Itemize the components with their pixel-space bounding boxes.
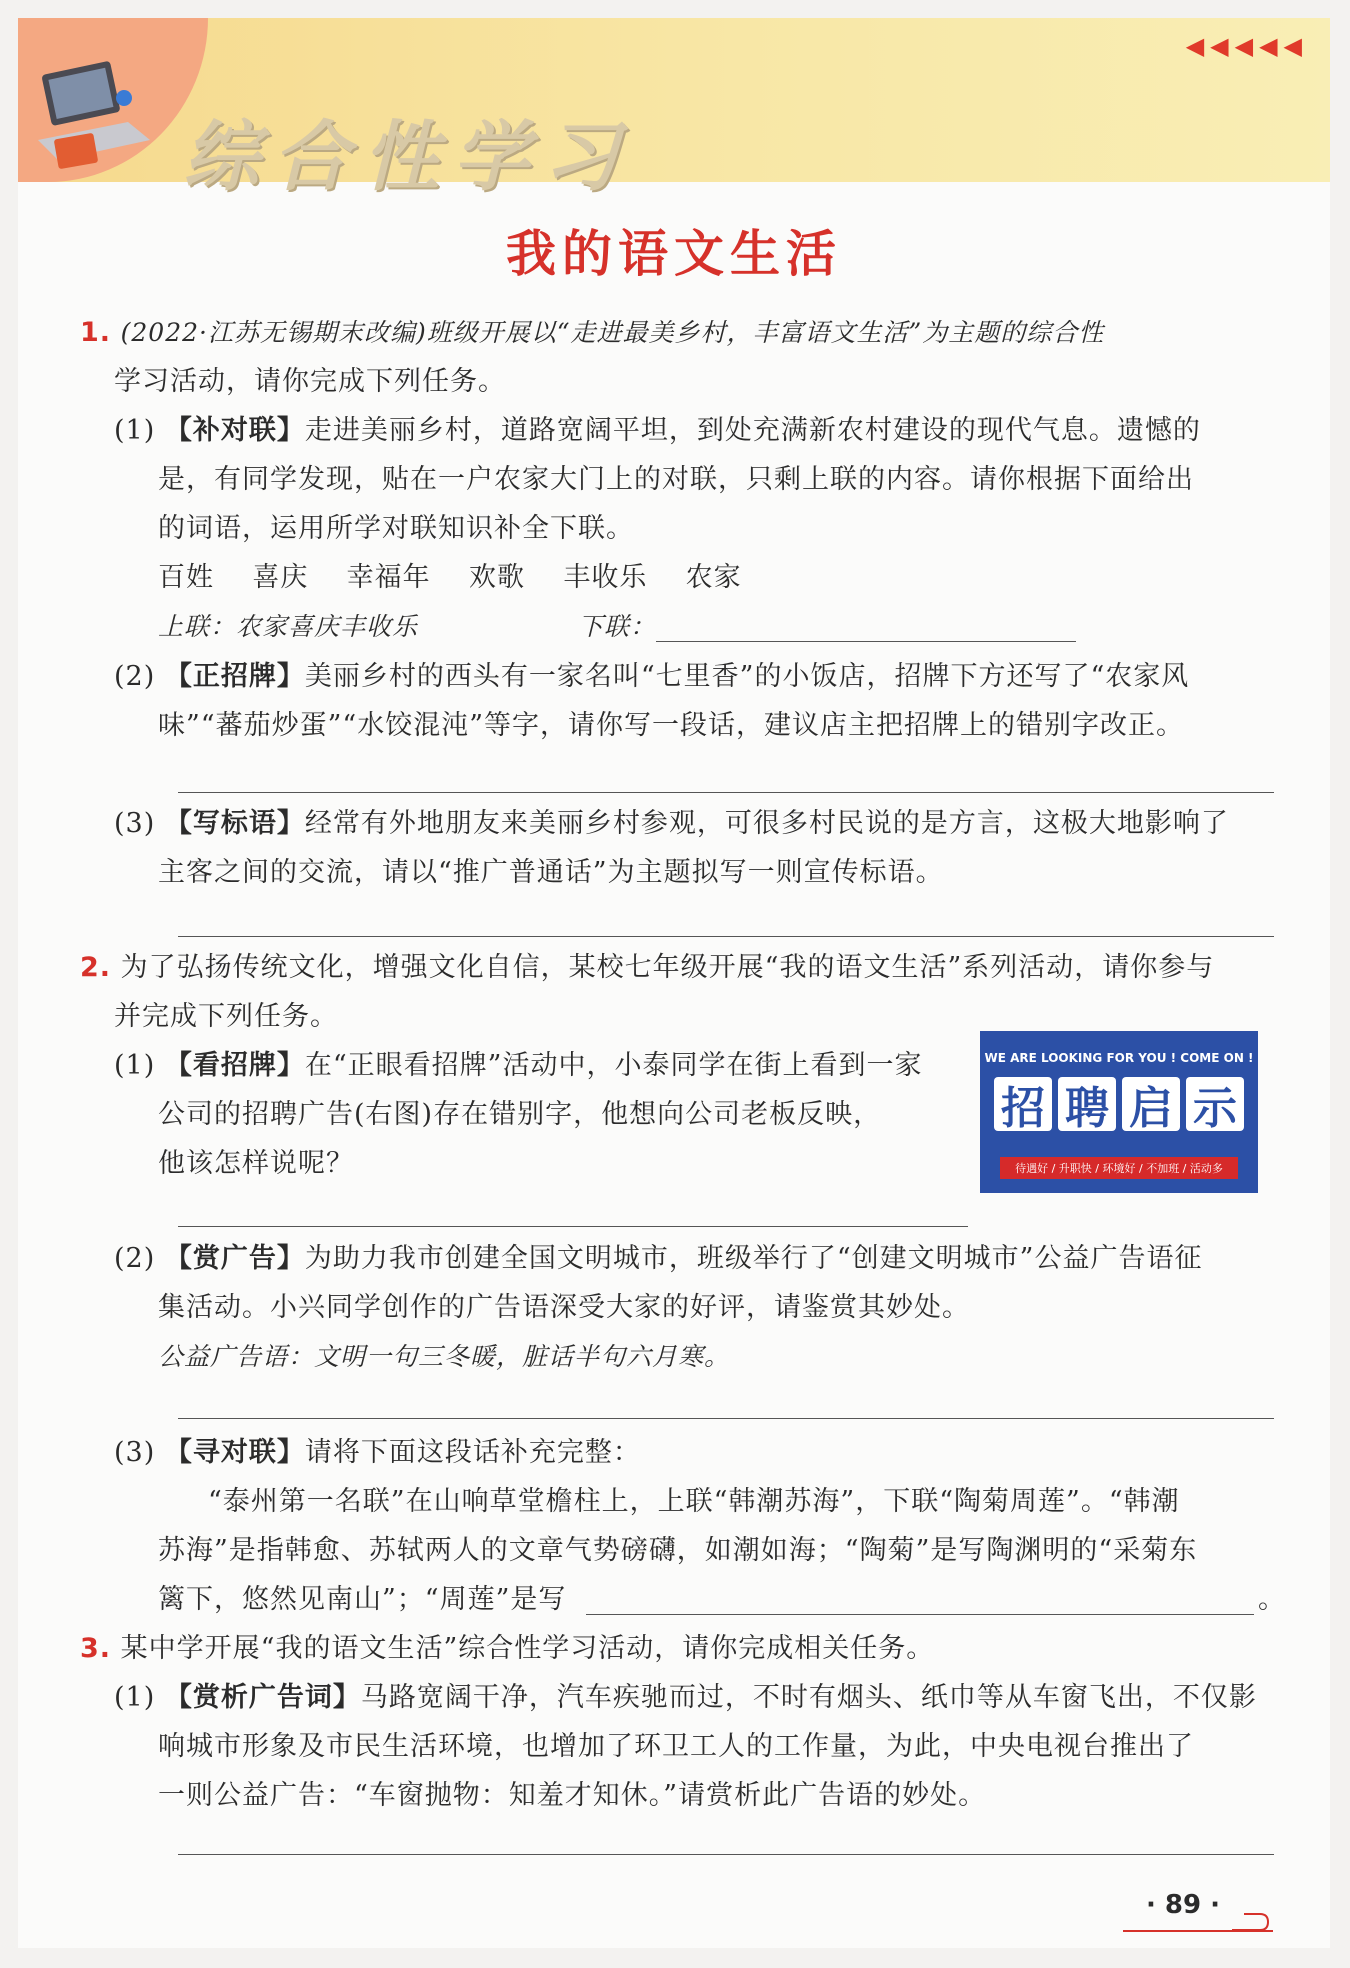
section-title: 综合性学习 [183,112,633,201]
q3-part1-line-1 [114,1679,1257,1717]
q2-part3-line-3: 苏海”是指韩愈、苏轼两人的文章气势磅礴，如潮如海；“陶菊”是写陶渊明的“采菊东 [158,1535,1198,1566]
lower-couplet-label: 下联： [578,612,657,641]
laptop-icon [28,48,168,178]
part-tag: 【写标语】 [164,808,305,839]
ad-char: 启 [1122,1077,1180,1131]
part-text: 马路宽阔干净，汽车疾驰而过，不时有烟头、纸巾等从车窗飞出，不仅影 [360,1682,1257,1713]
part-number: (2) [114,1243,156,1274]
q1-part3-line-2: 主客之间的交流，请以“推广普通话”为主题拟写一则宣传标语。 [158,857,944,888]
q1-part3-line-1 [114,805,1229,843]
arrows-decoration: ◀◀◀◀◀ [1185,32,1308,60]
q2-part1-line-3: 他该怎样说呢？ [158,1148,354,1179]
question-number: 1. [80,317,112,348]
part-tag: 【赏析广告词】 [164,1682,361,1713]
q2-part2-answer-blank[interactable] [178,1418,1274,1419]
question-2-line-1 [80,949,1214,987]
page-heading: 我的语文生活 [506,225,842,283]
q2-part2-line-1 [114,1240,1202,1278]
q1-part2-line-2: 味”“蕃茄炒蛋”“水饺混沌”等字，请你写一段话，建议店主把招牌上的错别字改正。 [158,710,1185,741]
ad-top-text: WE ARE LOOKING FOR YOU ! COME ON ! [984,1051,1254,1065]
question-1-line-2: 学习活动，请你完成下列任务。 [114,366,506,397]
q2-part3-line-4: 篱下，悠然见南山”；“周莲”是写 [158,1584,567,1615]
question-1-line-1 [80,314,1104,352]
q3-part1-answer-blank[interactable] [178,1854,1274,1855]
q1-part2-line-1 [114,658,1189,696]
q1-part1-line-1 [114,412,1201,450]
question-2-line-2: 并完成下列任务。 [114,1001,338,1032]
header-banner [18,18,1330,201]
public-ad-slogan: 公益广告语：文明一句三冬暖，脏话半句六月寒。 [158,1342,731,1371]
question-text: 某中学开展“我的语文生活”综合性学习活动，请你完成相关任务。 [120,1633,935,1664]
question-text: 为了弘扬传统文化，增强文化自信，某校七年级开展“我的语文生活”系列活动，请你参与 [120,952,1215,983]
part-tag: 【补对联】 [164,415,305,446]
page-curl-icon [1230,1898,1270,1932]
q2-part1-line-2: 公司的招聘广告(右图)存在错别字，他想向公司老板反映， [158,1099,882,1130]
page-number: · 89 · [1146,1890,1221,1920]
part-tag: 【寻对联】 [164,1437,305,1468]
part-tag: 【赏广告】 [164,1243,305,1274]
upper-couplet: 上联：农家喜庆丰收乐 [158,612,419,641]
ad-title [980,1077,1258,1134]
part-number: (3) [114,808,156,839]
part-number: (1) [114,1050,156,1081]
q2-part1-answer-blank[interactable] [178,1226,968,1227]
q3-part1-line-2: 响城市形象及市民生活环境，也增加了环卫工人的工作量，为此，中央电视台推出了 [158,1731,1194,1762]
question-number: 3. [80,1633,112,1664]
question-number: 2. [80,952,112,983]
ad-char: 聘 [1058,1077,1116,1131]
part-tag: 【正招牌】 [164,661,305,692]
part-text: 走进美丽乡村，道路宽阔平坦，到处充满新农村建设的现代气息。遗憾的 [304,415,1201,446]
part-number: (3) [114,1437,156,1468]
recruitment-ad-image [980,1031,1258,1193]
part-number: (1) [114,415,156,446]
q2-part2-line-2: 集活动。小兴同学创作的广告语深受大家的好评，请鉴赏其妙处。 [158,1292,970,1323]
q2-part3-line-2: “泰州第一名联”在山响草堂檐柱上，上联“韩潮苏海”，下联“陶菊周莲”。“韩潮 [208,1486,1180,1517]
q1-part3-answer-blank[interactable] [178,936,1274,937]
part-text: 经常有外地朋友来美丽乡村参观，可很多村民说的是方言，这极大地影响了 [304,808,1229,839]
q1-part1-line-2: 是，有同学发现，贴在一户农家大门上的对联，只剩上联的内容。请你根据下面给出 [158,464,1194,495]
part-text: 为助力我市创建全国文明城市，班级举行了“创建文明城市”公益广告语征 [304,1243,1203,1274]
part-tag: 【看招牌】 [164,1050,305,1081]
part-text: 美丽乡村的西头有一家名叫“七里香”的小饭店，招牌下方还写了“农家风 [304,661,1190,692]
part-number: (2) [114,661,156,692]
ad-char: 示 [1186,1077,1244,1131]
q2-part1-line-1 [114,1047,922,1085]
lower-couplet-answer-blank[interactable] [656,641,1076,642]
ad-bottom-text: 待遇好 / 升职快 / 环境好 / 不加班 / 活动多 [1000,1157,1238,1179]
q3-part1-line-3: 一则公益广告：“车窗抛物：知羞才知休。”请赏析此广告语的妙处。 [158,1780,987,1811]
q1-part1-line-3: 的词语，运用所学对联知识补全下联。 [158,513,634,544]
q2-part3-period: 。 [1258,1584,1286,1615]
q1-part2-answer-blank[interactable] [178,792,1274,793]
part-text: 请将下面这段话补充完整： [304,1437,641,1468]
question-text: (2022·江苏无锡期末改编)班级开展以“走进最美乡村，丰富语文生活”为主题的综合性 [120,318,1105,347]
question-3-line-1 [80,1630,934,1668]
q2-part3-line-1 [114,1434,641,1472]
part-text: 在“正眼看招牌”活动中，小泰同学在街上看到一家 [304,1050,923,1081]
q2-part3-answer-blank[interactable] [586,1614,1254,1615]
part-number: (1) [114,1682,156,1713]
q1-word-list: 百姓 喜庆 幸福年 欢歌 丰收乐 农家 [158,562,742,593]
ad-char: 招 [994,1077,1052,1131]
page [18,18,1330,1948]
